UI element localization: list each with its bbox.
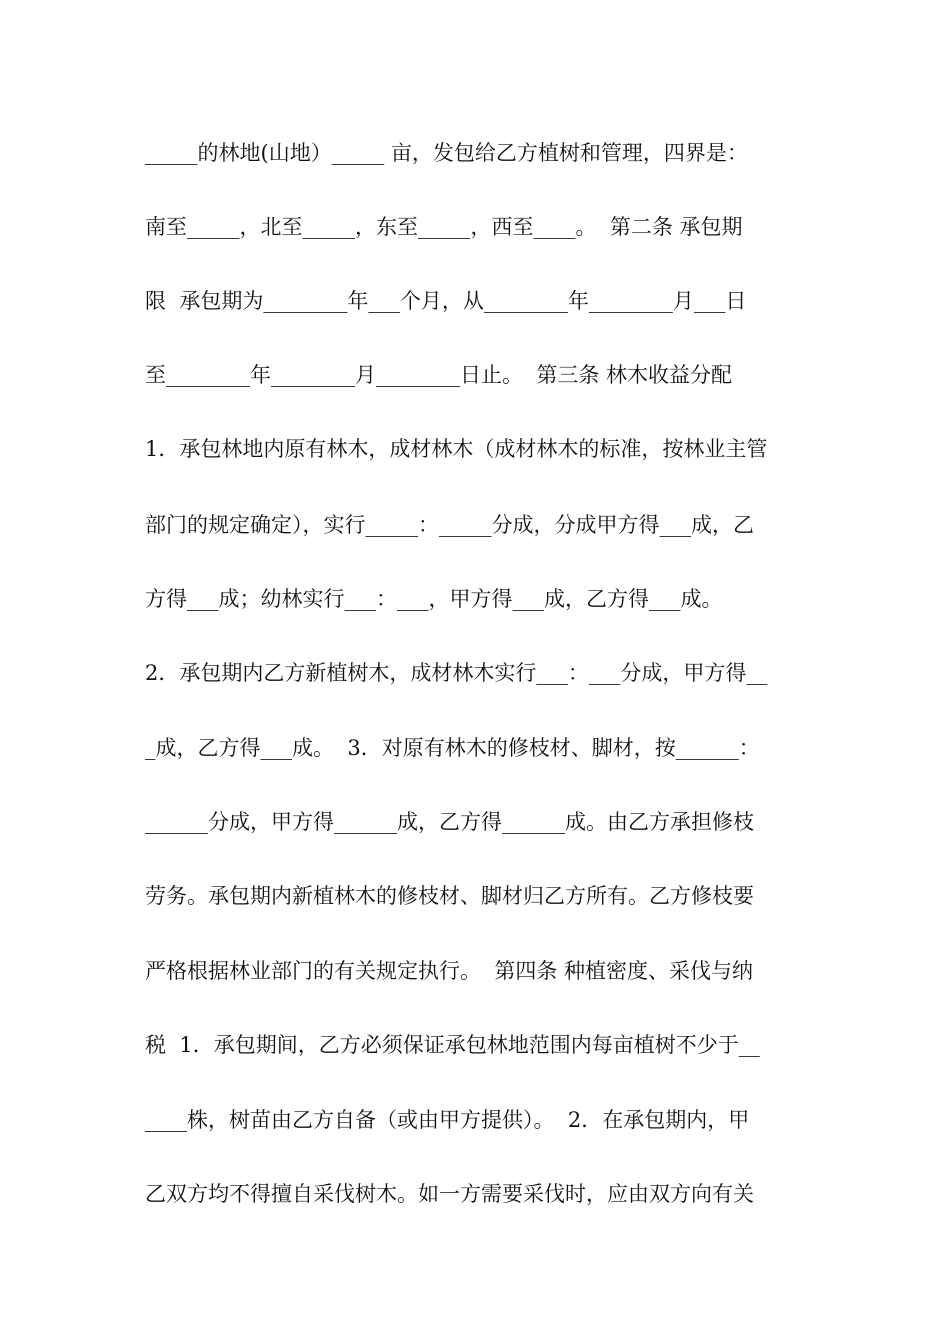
text-line: 限 承包期为________年___个月，从________年________月___日 xyxy=(145,289,747,313)
text-line: 方得___成；幼林实行___：___，甲方得___成，乙方得___成。 xyxy=(145,587,723,611)
text-line: 税 1．承包期间，乙方必须保证承包林地范围内每亩植树不少于__ xyxy=(145,1033,760,1057)
text-line: 2．承包期内乙方新植树木，成材林木实行___：___分成，甲方得__ xyxy=(145,661,768,685)
text-line: _____的林地(山地）_____ 亩，发包给乙方植树和管理，四界是： xyxy=(145,141,748,165)
text-line: 劳务。承包期内新植林木的修枝材、脚材归乙方所有。乙方修枝要 xyxy=(145,884,754,908)
text-line: ____株，树苗由乙方自备（或由甲方提供）。 2．在承包期内，甲 xyxy=(145,1108,750,1132)
text-line: 严格根据林业部门的有关规定执行。 第四条 种植密度、采伐与纳 xyxy=(145,959,754,983)
text-line: 乙双方均不得擅自采伐树木。如一方需要采伐时，应由双方向有关 xyxy=(145,1182,754,1206)
text-line: 至________年________月________日止。 第三条 林木收益分配 xyxy=(145,363,733,387)
text-line: 部门的规定确定），实行_____：_____分成，分成甲方得___成，乙 xyxy=(145,513,754,537)
text-line: 南至_____，北至_____，东至_____，西至____。 第二条 承包期 xyxy=(145,215,743,239)
text-line: 1．承包林地内原有林木，成材林木（成材林木的标准，按林业主管 xyxy=(145,437,768,461)
text-line: ______分成，甲方得______成，乙方得______成。由乙方承担修枝 xyxy=(145,810,754,834)
text-line: _成，乙方得___成。 3．对原有林木的修枝材、脚材，按______： xyxy=(145,736,760,760)
